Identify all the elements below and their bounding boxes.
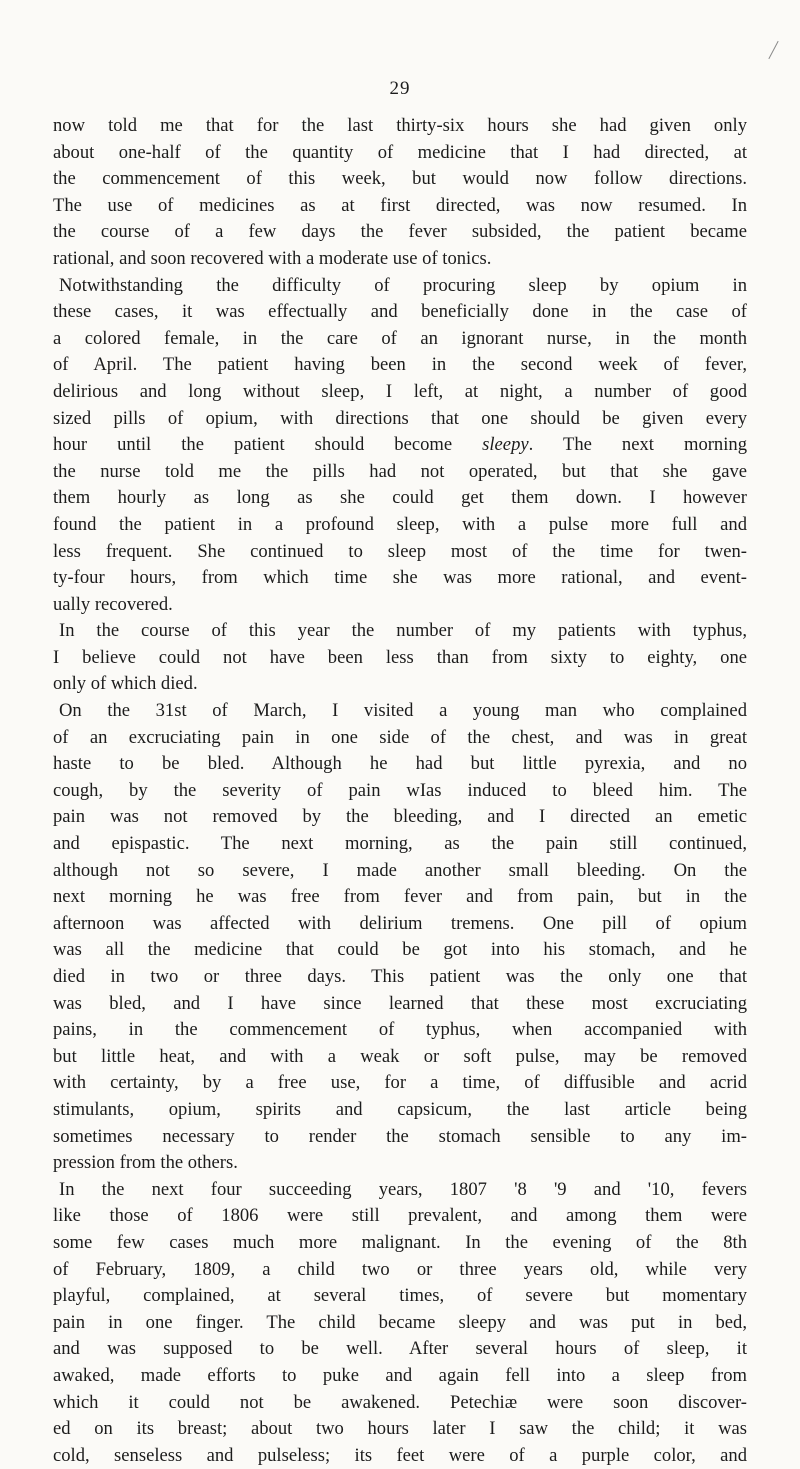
text-line (53, 1177, 747, 1204)
text-line-content: awaked, made efforts to puke and again fell into a sleep from (53, 1364, 747, 1386)
text-line (53, 1230, 747, 1257)
text-line (53, 1150, 747, 1177)
text-line (53, 246, 747, 273)
text-line (53, 299, 747, 326)
text-line (53, 140, 747, 167)
text-line-content: of an excruciating pain in one side of the chest, and was in great (53, 726, 747, 748)
text-line (53, 1336, 747, 1363)
text-line (53, 1097, 747, 1124)
text-line-content: rational, and soon recovered with a moderate use of tonics. (53, 247, 492, 269)
text-line-content: died in two or three days. This patient was the only one that (53, 966, 747, 987)
text-line-content: with certainty, by a free use, for a time, of diffusible and acrid (53, 1072, 747, 1094)
text-line-content: I believe could not have been less than from sixty to eighty, one (53, 646, 747, 668)
text-line (53, 379, 747, 406)
text-line-content: ed on its breast; about two hours later I saw the child; it was (53, 1418, 747, 1440)
text-line (53, 406, 747, 433)
text-line-content: but little heat, and with a weak or soft pulse, may be removed (53, 1045, 747, 1067)
text-line (53, 911, 747, 938)
text-line-content: stimulants, opium, spirits and capsicum, the last article being (53, 1098, 747, 1120)
text-line-content: found the patient in a profound sleep, with a pulse more full and (53, 513, 747, 535)
text-line-content: The use of medicines as at first directed, was now resumed. In (53, 194, 747, 216)
text-line (53, 1070, 747, 1097)
text-line-content: and was supposed to be well. After several hours of sleep, it (53, 1338, 747, 1360)
text-line (53, 592, 747, 619)
text-line (53, 1017, 747, 1044)
italic-word: sleepy (482, 434, 529, 456)
text-line-content: them hourly as long as she could get them down. I however (53, 487, 747, 509)
text-line (53, 432, 747, 459)
text-line-content: ty-four hours, from which time she was more rational, and event- (53, 567, 747, 589)
text-line-content: was all the medicine that could be got into his stomach, and he (53, 939, 747, 961)
text-line (53, 166, 747, 193)
text-line-content: haste to be bled. Although he had but little pyrexia, and no (53, 753, 747, 775)
text-line (53, 219, 747, 246)
text-line (53, 1390, 747, 1417)
text-line (53, 326, 747, 353)
margin-pencil-mark (768, 41, 778, 59)
text-line-content: hour until the patient should become (53, 434, 453, 456)
text-line-content: Notwithstanding the difficulty of procuring sleep by opium in (59, 274, 747, 296)
text-line (53, 804, 747, 831)
text-line (53, 884, 747, 911)
text-line-content: less frequent. She continued to sleep most of the time for twen- (53, 540, 747, 562)
text-line-content: these cases, it was effectually and beneficially done in the case of (53, 301, 747, 323)
text-line-content: like those of 1806 were still prevalent, and among them were (53, 1205, 747, 1227)
text-line (53, 1124, 747, 1151)
text-line (53, 831, 747, 858)
text-line (53, 512, 747, 539)
page-number: 29 (389, 78, 411, 99)
text-line-content: sized pills of opium, with directions that one should be given every (53, 407, 747, 429)
text-line (53, 751, 747, 778)
text-line (53, 964, 747, 991)
text-line (53, 991, 747, 1018)
text-line-content: next morning he was free from fever and from pain, but in the (53, 886, 747, 908)
text-line-content: cough, by the severity of pain wIas induced to bleed him. The (53, 779, 747, 801)
text-line-content: pain was not removed by the bleeding, and I directed an emetic (53, 806, 747, 828)
text-line-content: a colored female, in the care of an ignorant nurse, in the month (53, 327, 747, 349)
text-line (53, 1203, 747, 1230)
text-line (53, 539, 747, 566)
text-line (53, 1257, 747, 1284)
text-line-content: cold, senseless and pulseless; its feet were of a purple color, and (53, 1444, 747, 1466)
text-line-content: some few cases much more malignant. In the evening of the 8th (53, 1231, 747, 1253)
text-line (53, 273, 747, 300)
text-line-content: ually recovered. (53, 593, 173, 615)
text-line (53, 1283, 747, 1310)
text-line-content: only of which died. (53, 673, 198, 695)
text-line (53, 565, 747, 592)
text-line-content: the nurse told me the pills had not operated, but that she gave (53, 460, 747, 482)
text-line-content: pains, in the commencement of typhus, when accompanied with (53, 1019, 747, 1041)
text-line (53, 618, 747, 645)
text-line-tail: . The next morning (528, 434, 747, 456)
text-line (53, 1363, 747, 1390)
text-line (53, 1416, 747, 1443)
text-line (53, 459, 747, 486)
text-line (53, 485, 747, 512)
text-line-content: although not so severe, I made another small bleeding. On the (53, 859, 747, 881)
text-line-content: In the next four succeeding years, 1807 '8 '9 and '10, fevers (59, 1178, 747, 1200)
text-line-content: of February, 1809, a child two or three years old, while very (53, 1258, 747, 1280)
text-line-content: of April. The patient having been in the second week of fever, (53, 354, 747, 376)
text-line (53, 1310, 747, 1337)
text-line-content: afternoon was affected with delirium tremens. One pill of opium (53, 912, 747, 934)
text-line-content: pression from the others. (53, 1152, 238, 1174)
text-line-content: playful, complained, at several times, of severe but momentary (53, 1285, 747, 1307)
text-line-content: delirious and long without sleep, I left, at night, a number of good (53, 380, 747, 402)
text-line-content: was bled, and I have since learned that these most excruciating (53, 992, 747, 1014)
text-line-content: sometimes necessary to render the stomach sensible to any im- (53, 1125, 747, 1147)
text-line-content: pain in one finger. The child became sleepy and was put in bed, (53, 1311, 747, 1333)
text-line (53, 1443, 747, 1469)
text-line-content: which it could not be awakened. Petechiæ were soon discover- (53, 1391, 747, 1413)
text-line (53, 645, 747, 672)
text-line (53, 113, 747, 140)
text-line (53, 1044, 747, 1071)
text-line (53, 778, 747, 805)
text-line (53, 193, 747, 220)
text-line-content: the commencement of this week, but would now follow directions. (53, 168, 747, 190)
text-line-content: and epispastic. The next morning, as the pain still continued, (53, 833, 747, 855)
text-line-content: the course of a few days the fever subsided, the patient became (53, 221, 747, 243)
text-line (53, 937, 747, 964)
text-line (53, 698, 747, 725)
text-line (53, 352, 747, 379)
text-line-content: In the course of this year the number of my patients with typhus, (59, 620, 747, 642)
text-line (53, 858, 747, 885)
text-line-content: now told me that for the last thirty-six hours she had given only (53, 115, 747, 136)
text-line (53, 671, 747, 698)
text-line-content: On the 31st of March, I visited a young man who complained (59, 700, 747, 722)
body-text (53, 113, 747, 1469)
text-line (53, 725, 747, 752)
text-line-content: about one-half of the quantity of medicine that I had directed, at (53, 141, 747, 163)
